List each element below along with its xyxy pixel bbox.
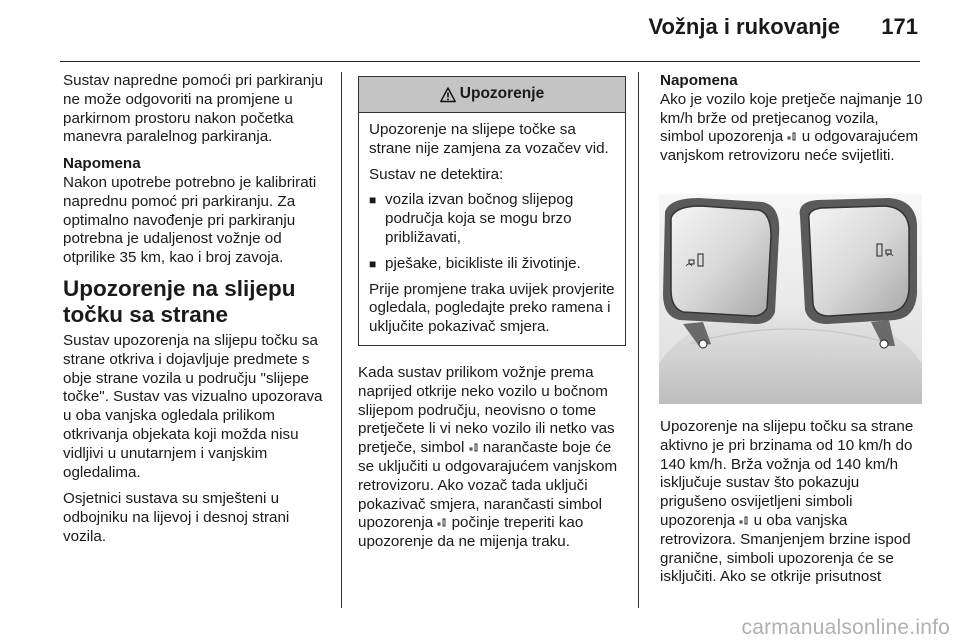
page-header <box>60 0 920 62</box>
col3-paragraph: Upozorenje na slijepu točku sa strane aktivno je pri brzinama od 10 km/h do 140 km/h. Brža vožnja od 140 km/h isključuje sustav što pokazuju prigušeno osvijetljeni simboli upozorenja u oba vanjska retrovizora. Smanjenjem brzine ispod granične, simboli upozorenja će se isključiti. Ako se otkrije prisutnost <box>660 418 914 586</box>
column-2 <box>358 72 626 560</box>
list-item <box>369 191 615 247</box>
note-label: Napomena <box>660 72 738 89</box>
warning-paragraph-3: Prije promjene traka uvijek provjerite ogledala, pogledajte preko ramena i uključite pokazivač smjera. <box>369 280 615 336</box>
list-item <box>369 255 615 274</box>
warning-paragraph-2: Sustav ne detektira: <box>369 165 504 183</box>
mirror-illustration <box>659 194 922 404</box>
note-text: Nakon upotrebe potrebno je kalibrirati naprednu pomoć pri parkiranju. Za optimalno navođenje pri parkiranju potrebna je udaljenost vožnje od otprilike 35 km, kao i broj zavoja. <box>63 173 317 267</box>
warning-header <box>359 77 625 113</box>
warning-triangle-icon <box>440 87 456 103</box>
column-divider-2 <box>638 72 639 608</box>
page-number: 171 <box>881 14 918 39</box>
list-item-text: vozila izvan bočnog slijepog područja koja se mogu brzo približavati, <box>385 191 574 246</box>
bullet-square-icon: ■ <box>369 256 377 271</box>
blind-spot-warning-icon <box>739 515 749 525</box>
warning-body <box>359 113 625 345</box>
chapter-title: Vožnja i rukovanje <box>648 14 840 39</box>
blind-spot-warning-icon <box>469 442 479 452</box>
bullet-square-icon: ■ <box>369 193 377 208</box>
column-1 <box>63 72 325 555</box>
section-paragraph-1: Sustav upozorenja na slijepu točku sa strane otkriva i dojavljuje predmete s obje strane vozila u području "slijepe točke". Sustav vas vizualno upozorava u oba vanjska ogledala prilikom otkrivanja objekata koji možda nisu vidljivi u unutarnjem i vanjskim ogledalima. <box>63 331 323 481</box>
col2-paragraph: Kada sustav prilikom vožnje prema naprijed otkrije neko vozilo u bočnom slijepom području, neovisno o tome pretječete li vi neko vozilo ili netko vas pretječe, simbol narančaste boje će se uključiti u odgovarajućem vanjskom retrovizoru. Ako vozač tada uključi pokazivač smjera, narančasti simbol upozorenja počinje treperiti kao upozorenje da ne mijenja traku. <box>358 363 618 551</box>
section-paragraph-2: Osjetnici sustava su smješteni u odbojniku na lijevoj i desnoj strani vozila. <box>63 490 290 545</box>
note-text: Ako je vozilo koje pretječe najmanje 10 km/h brže od pretjecanog vozila, simbol upozorenja u odgovarajućem vanjskom retrovizoru neće svijetliti. <box>660 90 923 165</box>
section-title: Upozorenje na slijepu točku sa strane <box>63 275 296 327</box>
intro-paragraph: Sustav napredne pomoći pri parkiranju ne može odgovoriti na promjene u parkirnom prostoru nakon početka manevra paralelnog parkiranja. <box>63 72 324 146</box>
watermark: carmanualsonline.info <box>741 616 950 639</box>
warning-box <box>358 76 626 346</box>
side-mirrors-image <box>659 194 922 404</box>
list-item-text: pješake, bicikliste ili životinje. <box>385 254 581 272</box>
column-divider-1 <box>341 72 342 608</box>
warning-title: Upozorenje <box>459 85 545 103</box>
blind-spot-warning-icon <box>437 517 447 527</box>
blind-spot-warning-icon <box>787 131 797 141</box>
warning-paragraph-1: Upozorenje na slijepe točke sa strane nije zamjena za vozačev vid. <box>369 121 609 157</box>
note-label: Napomena <box>63 155 141 173</box>
column-3 <box>660 72 924 174</box>
